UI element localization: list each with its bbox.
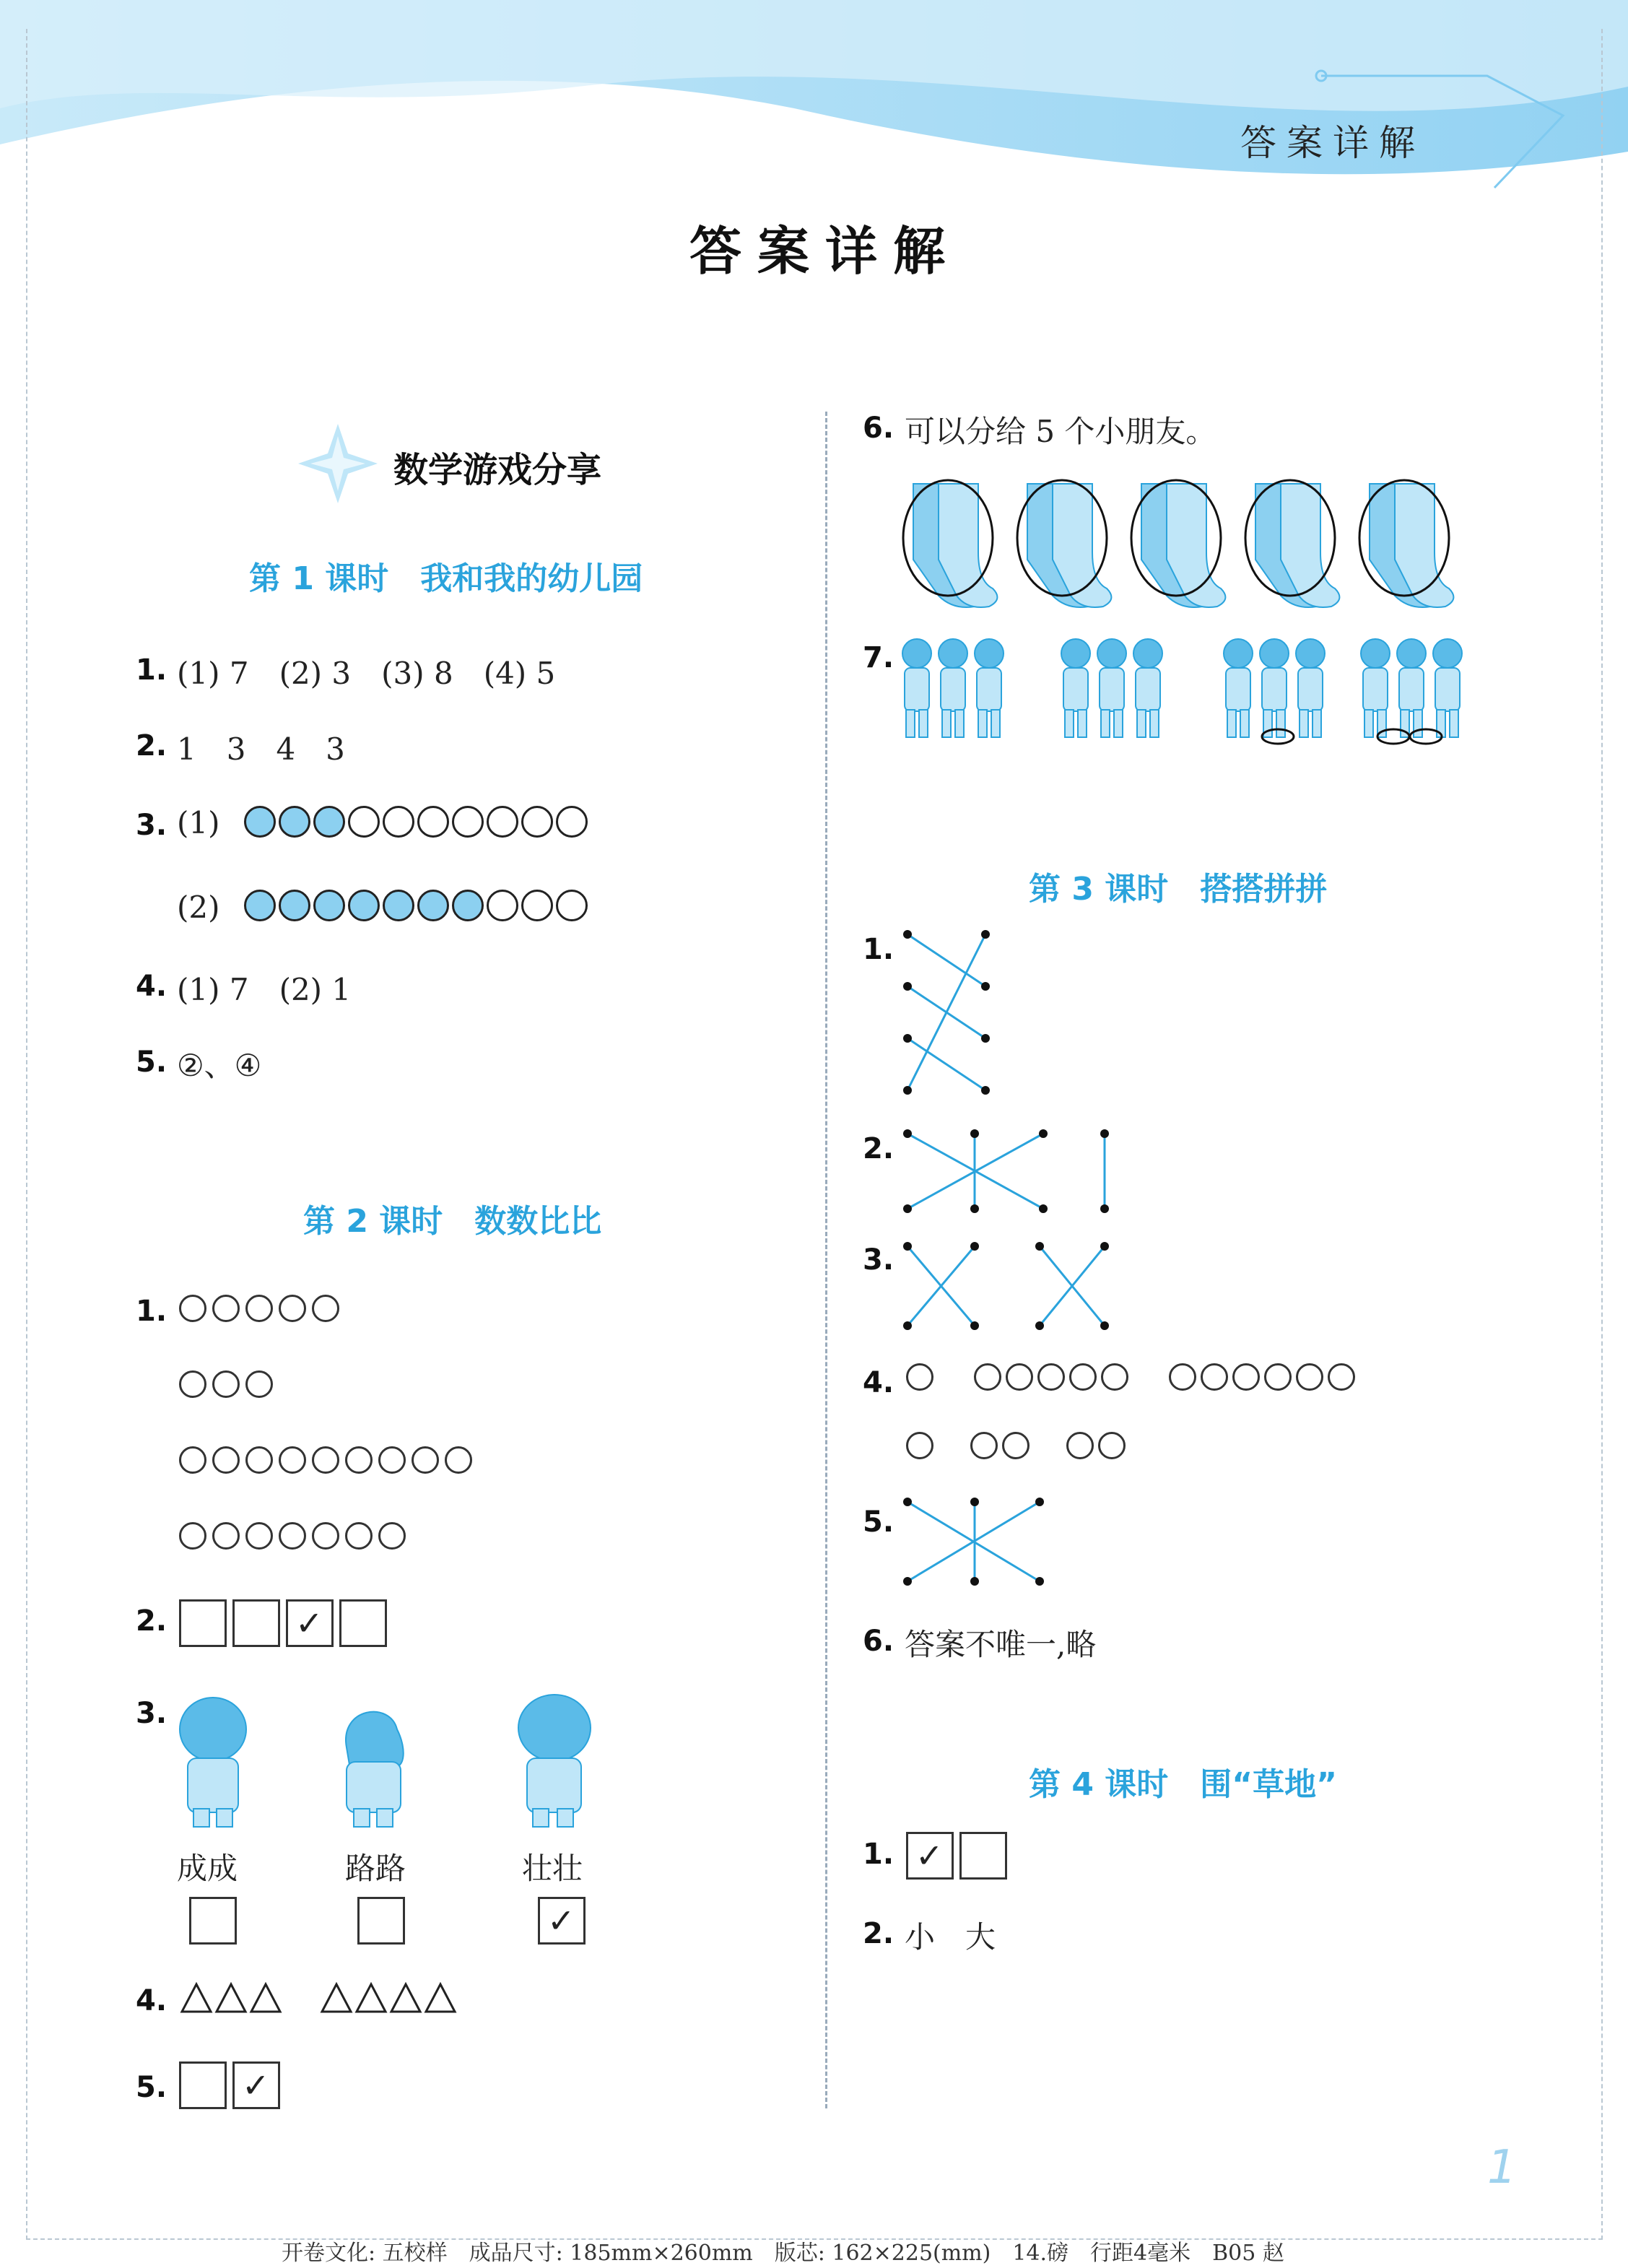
l1-q4-answer: (1) 7 (2) 1 [177, 972, 352, 1007]
empty-circle [245, 1370, 273, 1398]
filled-circle [313, 890, 345, 921]
circle-row [179, 1446, 478, 1522]
l1-q3-row2-label: (2) [177, 890, 220, 925]
l3-q3-dot-lines [899, 1236, 1123, 1330]
empty-circle [279, 1295, 306, 1322]
l1-q3-row1-label: (1) [177, 805, 220, 840]
l2-q5-boxes [179, 2061, 286, 2112]
lesson3-title: 第 3 课时 搭搭拼拼 [1029, 871, 1328, 908]
empty-circle [179, 1522, 206, 1550]
l3-q6-num: 6. [863, 1625, 894, 1658]
empty-circle [412, 1446, 439, 1474]
page-border [26, 29, 1603, 2240]
star-icon [295, 420, 381, 507]
triangle [251, 1984, 280, 2012]
l4-q1-boxes [906, 1832, 1013, 1882]
children-groups-illustration [899, 635, 1476, 751]
l2-q3-num: 3. [136, 1697, 167, 1730]
l3-q5-dot-lines [899, 1493, 1050, 1591]
triangle [182, 1984, 211, 2012]
empty-circle [179, 1446, 206, 1474]
checked-box[interactable]: ✓ [286, 1599, 334, 1647]
empty-circle [1037, 1363, 1065, 1391]
lesson2-title: 第 2 课时 数数比比 [303, 1203, 602, 1240]
l2-q2-boxes [179, 1599, 393, 1650]
filled-circle [452, 890, 484, 921]
circle-group [1169, 1363, 1359, 1391]
l3-q2-num: 2. [863, 1132, 894, 1165]
empty-box[interactable] [959, 1832, 1007, 1880]
footer-print-info: 开卷文化: 五校样 成品尺寸: 185mm×260mm 版芯: 162×225(mm) 14.磅 行距4毫米 B05 赵 [282, 2241, 1284, 2266]
l3-q3-num: 3. [863, 1243, 894, 1277]
empty-circle [383, 806, 414, 838]
circle-groups-row [906, 1432, 1359, 1500]
triangle-group [319, 1980, 465, 2016]
child-figure [1260, 639, 1289, 737]
child-figure [1296, 639, 1325, 737]
l3-q1-dot-lines [899, 926, 1000, 1099]
empty-circle [312, 1295, 339, 1322]
empty-circle [452, 806, 484, 838]
empty-circle [378, 1522, 406, 1550]
l1-q4-num: 4. [136, 970, 167, 1003]
child-figure [1097, 639, 1126, 737]
circle-group [974, 1363, 1133, 1391]
circle-groups-row [906, 1363, 1359, 1432]
l1-q2-answer: 1 3 4 3 [177, 731, 345, 767]
empty-circle [378, 1446, 406, 1474]
child-figure [1397, 639, 1426, 737]
filled-circle [279, 890, 310, 921]
empty-circle [1002, 1432, 1030, 1459]
lesson1-title: 第 1 课时 我和我的幼儿园 [249, 560, 643, 597]
empty-box[interactable] [179, 1599, 227, 1647]
empty-circle [974, 1363, 1001, 1391]
empty-circle [279, 1522, 306, 1550]
l1-q5-num: 5. [136, 1046, 167, 1079]
l4-q1-num: 1. [863, 1838, 894, 1871]
empty-circle [970, 1432, 998, 1459]
l3-q4-circle-groups [906, 1363, 1359, 1500]
empty-circle [212, 1295, 240, 1322]
checked-box[interactable]: ✓ [906, 1832, 954, 1880]
child-figure [1361, 639, 1390, 737]
empty-circle [1066, 1432, 1094, 1459]
l2-q3-name-1: 成成 [177, 1851, 238, 1886]
empty-circle [906, 1432, 933, 1459]
empty-circle [245, 1446, 273, 1474]
triangle-group [179, 1980, 290, 2016]
empty-circle [212, 1370, 240, 1398]
children-back-illustration [173, 1693, 606, 1830]
child-figure [1133, 639, 1162, 737]
l3-q6-answer: 答案不唯一,略 [905, 1627, 1097, 1662]
empty-circle [345, 1522, 373, 1550]
filled-circle [348, 890, 380, 921]
sock-pair [903, 480, 997, 607]
empty-circle [179, 1295, 206, 1322]
empty-circle [1006, 1363, 1033, 1391]
circle-row [179, 1295, 478, 1370]
empty-circle [312, 1522, 339, 1550]
l1-q3-num: 3. [136, 809, 167, 842]
empty-box[interactable] [232, 1599, 280, 1647]
empty-circle [1069, 1363, 1097, 1391]
l4-q2-answer: 小 大 [905, 1919, 996, 1955]
triangle [217, 1984, 245, 2012]
triangle [391, 1984, 420, 2012]
filled-circle [279, 806, 310, 838]
empty-circle [487, 890, 518, 921]
empty-circle [245, 1295, 273, 1322]
empty-circle [312, 1446, 339, 1474]
filled-circle [383, 890, 414, 921]
l2-q4-triangles [179, 1980, 494, 2019]
r-q6-answer: 可以分给 5 个小朋友。 [905, 414, 1216, 449]
l2-q3-box-1[interactable] [189, 1897, 237, 1945]
empty-circle [521, 806, 553, 838]
header-label: 答案详解 [1240, 122, 1425, 164]
empty-circle [1328, 1363, 1355, 1391]
empty-circle [212, 1446, 240, 1474]
empty-circle [1232, 1363, 1260, 1391]
empty-circle [1264, 1363, 1292, 1391]
empty-circle [212, 1522, 240, 1550]
circle-group [970, 1432, 1034, 1459]
circle-group [906, 1363, 938, 1391]
page-number: 1 [1487, 2141, 1517, 2194]
empty-circle [345, 1446, 373, 1474]
column-divider [825, 412, 827, 2108]
empty-circle [245, 1522, 273, 1550]
l2-q1-circle-rows [179, 1295, 478, 1598]
child-figure [1061, 639, 1090, 737]
sock-pair [1245, 480, 1339, 607]
filled-circle [313, 806, 345, 838]
child-figure [975, 639, 1004, 737]
empty-box[interactable] [339, 1599, 387, 1647]
sock-pair [1131, 480, 1225, 607]
l4-q2-num: 2. [863, 1917, 894, 1950]
l2-q2-num: 2. [136, 1604, 167, 1638]
l1-q3-row1-circles [244, 806, 591, 838]
empty-circle [1101, 1363, 1128, 1391]
r-q6-num: 6. [863, 412, 894, 445]
empty-box[interactable] [179, 2061, 227, 2109]
l2-q5-num: 5. [136, 2071, 167, 2104]
empty-circle [179, 1370, 206, 1398]
empty-circle [417, 806, 449, 838]
l2-q1-num: 1. [136, 1295, 167, 1328]
empty-circle [1296, 1363, 1323, 1391]
child-figure [1433, 639, 1462, 737]
empty-circle [556, 890, 588, 921]
l2-q3-box-3[interactable]: ✓ [538, 1897, 586, 1945]
lesson4-title: 第 4 课时 围“草地” [1029, 1766, 1338, 1803]
filled-circle [244, 890, 276, 921]
l3-q5-num: 5. [863, 1506, 894, 1539]
checked-box[interactable]: ✓ [232, 2061, 280, 2109]
empty-circle [279, 1446, 306, 1474]
r-q7-num: 7. [863, 641, 894, 674]
empty-circle [1098, 1432, 1126, 1459]
empty-circle [556, 806, 588, 838]
triangle [322, 1984, 351, 2012]
empty-circle [348, 806, 380, 838]
circle-group [906, 1432, 938, 1459]
l2-q3-name-3: 壮壮 [522, 1851, 583, 1886]
triangle [357, 1984, 386, 2012]
l1-q5-answer: ②、④ [177, 1048, 262, 1083]
l1-q1-num: 1. [136, 653, 167, 687]
empty-circle [521, 890, 553, 921]
circle-row [179, 1522, 478, 1598]
child-figure [939, 639, 967, 737]
l3-q2-dot-lines [899, 1125, 1123, 1219]
child-figure [1224, 639, 1253, 737]
l2-q3-box-2[interactable] [357, 1897, 405, 1945]
l2-q4-num: 4. [136, 1984, 167, 2017]
l3-q4-num: 4. [863, 1366, 894, 1399]
empty-circle [445, 1446, 472, 1474]
circle-row [179, 1370, 478, 1446]
child-figure [902, 639, 931, 737]
empty-circle [1201, 1363, 1228, 1391]
l1-q1-answer: (1) 7 (2) 3 (3) 8 (4) 5 [177, 656, 556, 691]
empty-circle [487, 806, 518, 838]
l2-q3-name-2: 路路 [345, 1851, 406, 1886]
sock-pair [1017, 480, 1111, 607]
l1-q2-num: 2. [136, 729, 167, 762]
page-title: 答案详解 [689, 220, 962, 282]
socks-illustration [899, 477, 1469, 610]
l3-q1-num: 1. [863, 933, 894, 966]
triangle [426, 1984, 455, 2012]
filled-circle [244, 806, 276, 838]
empty-circle [1169, 1363, 1196, 1391]
empty-circle [906, 1363, 933, 1391]
filled-circle [417, 890, 449, 921]
unit-title: 数学游戏分享 [393, 450, 602, 490]
sock-pair [1359, 480, 1453, 607]
l1-q3-row2-circles [244, 890, 591, 921]
circle-group [1066, 1432, 1130, 1459]
